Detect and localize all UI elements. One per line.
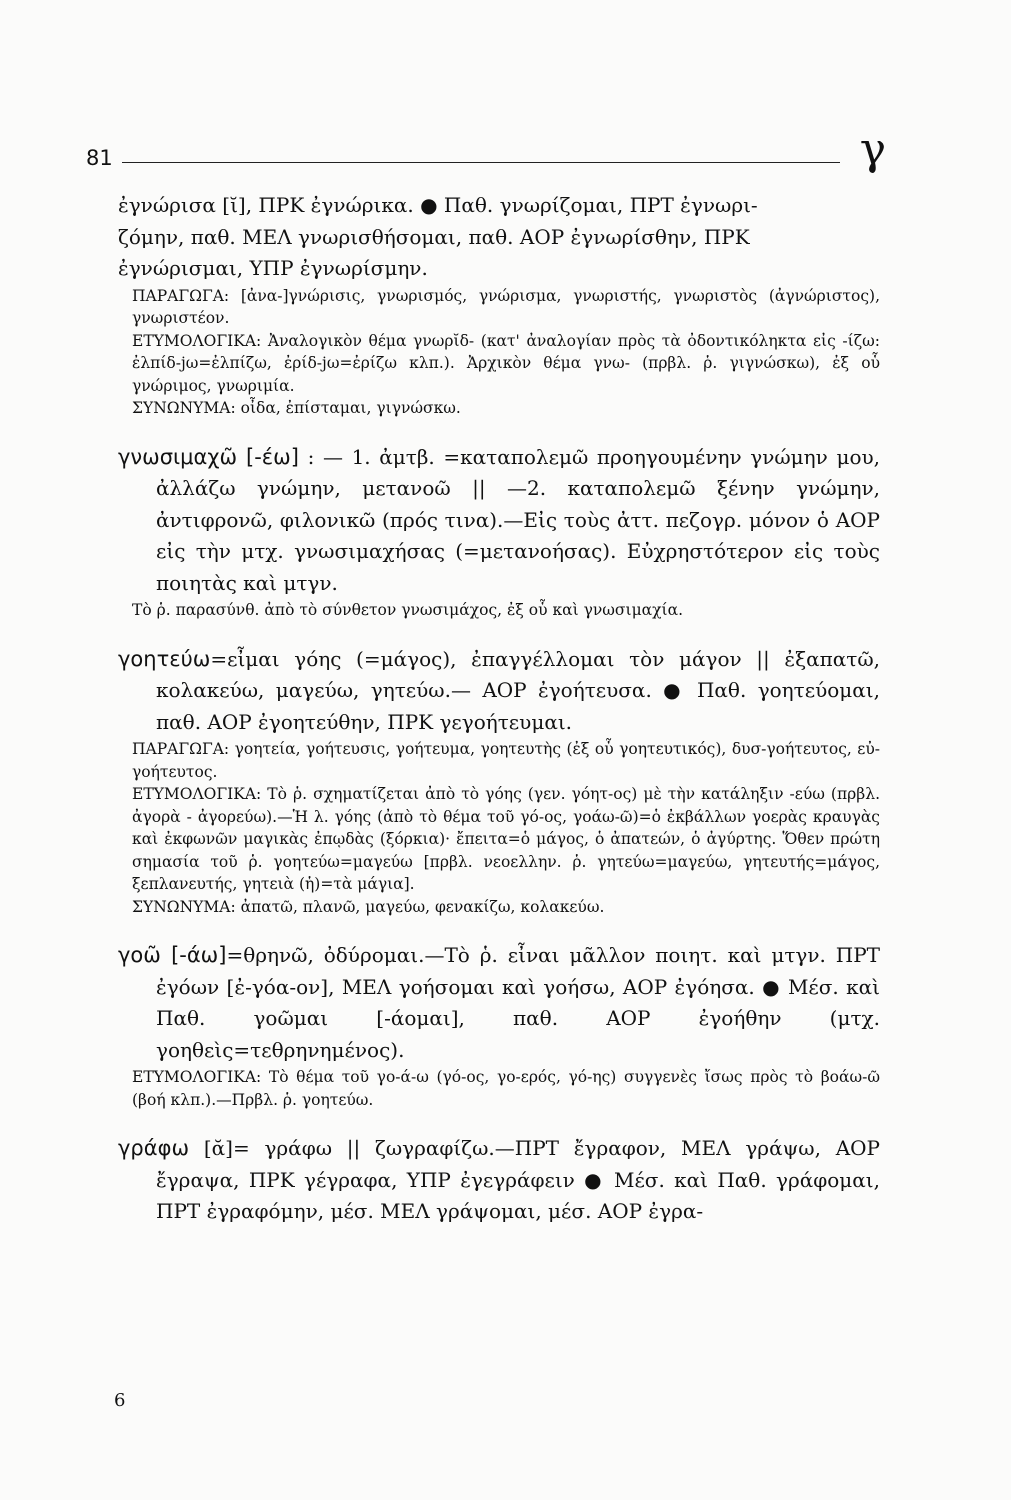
- etymology-note: ΕΤΥΜΟΛΟΓΙΚΑ: Ἀναλογικὸν θέμα γνωρῐδ- (κατ' ἀναλογίαν πρὸς τὰ ὀδοντικόληκτα εἰς -ίζω: ἐλπίδ-jω=ἐλπίζω, ἐρίδ-jω=ἐρίζω κλπ.). Ἀρχικὸν θέμα γνω- (πρβλ. ῥ. γιγνώσκω), ἐξ οὗ γνώριμος, γνωριμία.: [132, 331, 880, 395]
- definition-text: =εἶμαι γόης (=μάγος), ἐπαγγέλλομαι τὸν μάγον || ἐξαπατῶ, κολακεύω, μαγεύω, γητεύω.— ΑΟΡ ἐγοήτευσα. ● Παθ. γοητεύομαι, παθ. ΑΟΡ ἐγοητεύθην, ΠΡΚ γεγοήτευμαι.: [156, 646, 880, 734]
- derivatives-note: ΠΑΡΑΓΩΓΑ: [ἀνα-]γνώρισις, γνωρισμός, γνώρισμα, γνωριστής, γνωριστὸς (ἀγνώριστος), γνωριστέον.: [132, 286, 880, 327]
- definition-text: [ᾰ]= γράφω || ζωγραφίζω.—ΠΡΤ ἔγραφον, ΜΕΛ γράψω, ΑΟΡ ἔγραψα, ΠΡΚ γέγραφα, ΥΠΡ ἐγεγράφειν ● Μέσ. καὶ Παθ. γράφομαι, ΠΡΤ ἐγραφόμην, μέσ. ΜΕΛ γράψομαι, μέσ. ΑΟΡ ἐγρα-: [156, 1136, 880, 1223]
- entry-continuation: [118, 190, 880, 420]
- entry-goiteuo: [118, 644, 880, 919]
- page-number: 81: [86, 146, 113, 170]
- header-rule: [122, 162, 840, 163]
- section-letter: γ: [859, 124, 886, 175]
- headword: γνωσιμαχῶ [-έω]: [118, 444, 299, 469]
- headword: γράφω: [118, 1136, 190, 1160]
- entry-goo: [118, 940, 880, 1111]
- entry-body: [118, 1133, 880, 1228]
- entry-body: [118, 442, 881, 600]
- page-header: [86, 124, 886, 180]
- etymology-note: ΕΤΥΜΟΛΟΓΙΚΑ: Τὸ ῥ. σχηματίζεται ἀπὸ τὸ γόης (γεν. γόητ-ος) μὲ τὴν κατάληξιν -εύω (πρβλ. ἀγορὰ - ἀγορεύω).—Ἡ λ. γόης (ἀπὸ τὸ θέμα τοῦ γό-ος, γοάω-ῶ)=ὁ ἐκβάλλων γοερὰς κραυγὰς καὶ ἐκφωνῶν μαγικὰς ἐπῳδὰς (ξόρκια)· ἔπειτα=ὁ μάγος, ὁ ἀπατεών, ὁ ἀγύρτης. Ὅθεν πρώτη σημασία τοῦ ῥ. γοητεύω=μαγεύω [πρβλ. νεοελλην. ῥ. γητεύω=μαγεύω, γητευτής=μάγος, ξεπλανευτής, γητειὰ (ἡ)=τὰ μάγια].: [132, 785, 880, 893]
- continued-text-line: ἐγνώρισα [ῐ], ΠΡΚ ἐγνώρικα. ● Παθ. γνωρίζομαι, ΠΡΤ ἐγνωρι-: [118, 193, 758, 217]
- definition-text: =θρηνῶ, ὀδύρομαι.—Τὸ ῥ. εἶναι μᾶλλον ποιητ. καὶ μτγν. ΠΡΤ ἐγόων [ἐ-γόα-ον], ΜΕΛ γοήσομαι καὶ γοήσω, ΑΟΡ ἐγόησα. ● Μέσ. καὶ Παθ. γοῶμαι [-άομαι], παθ. ΑΟΡ ἐγοήθην (μτχ. γοηθεὶς=τεθρηνημένος).: [156, 943, 880, 1062]
- etymology-note: ΕΤΥΜΟΛΟΓΙΚΑ: Τὸ θέμα τοῦ γο-ά-ω (γό-ος, γο-ερός, γό-ης) συγγενὲς ἴσως πρὸς τὸ βοάω-ῶ (βοή κλπ.).—Πρβλ. ῥ. γοητεύω.: [132, 1068, 880, 1109]
- entry-body: [118, 644, 880, 739]
- entry-body: [118, 940, 880, 1066]
- synonyms-note: ΣΥΝΩΝΥΜΑ: ἀπατῶ, πλανῶ, μαγεύω, φενακίζω, κολακεύω.: [132, 897, 605, 916]
- usage-note: Τὸ ῥ. παρασύνθ. ἀπὸ τὸ σύνθετον γνωσιμάχος, ἐξ οὗ καὶ γνωσιμαχία.: [132, 601, 683, 619]
- headword: γοῶ [-άω]: [118, 943, 227, 967]
- definition-text: : — 1. ἀμτβ. =καταπολεμῶ προηγουμένην γνώμην μου, ἀλλάζω γνώμην, μετανοῶ || —2. καταπολεμῶ ξένην γνώμην, ἀντιφρονῶ, φιλονικῶ (πρός τινα).—Εἰς τοὺς ἀττ. πεζογρ. μόνον ὁ ΑΟΡ εἰς τὴν μτχ. γνωσιμαχήσας (=μετανοήσας). Εὐχρηστότερον εἰς τοὺς ποιητὰς καὶ μτγν.: [156, 444, 881, 595]
- entry-grapho: [118, 1133, 880, 1228]
- headword: γοητεύω: [118, 646, 211, 671]
- entry-gnosimacho: [118, 442, 880, 622]
- dictionary-content: [118, 190, 880, 1228]
- continued-text-line: ἐγνώρισμαι, ΥΠΡ ἐγνωρίσμην.: [118, 256, 428, 280]
- derivatives-note: ΠΑΡΑΓΩΓΑ: γοητεία, γοήτευσις, γοήτευμα, γοητευτὴς (ἐξ οὗ γοητευτικός), δυσ-γοήτευτος, εὐ-γοήτευτος.: [132, 740, 880, 781]
- synonyms-note: ΣΥΝΩΝΥΜΑ: οἶδα, ἐπίσταμαι, γιγνώσκω.: [132, 399, 461, 417]
- signature-mark: 6: [114, 1390, 126, 1411]
- continued-text-line: ζόμην, παθ. ΜΕΛ γνωρισθήσομαι, παθ. ΑΟΡ ἐγνωρίσθην, ΠΡΚ: [118, 224, 750, 249]
